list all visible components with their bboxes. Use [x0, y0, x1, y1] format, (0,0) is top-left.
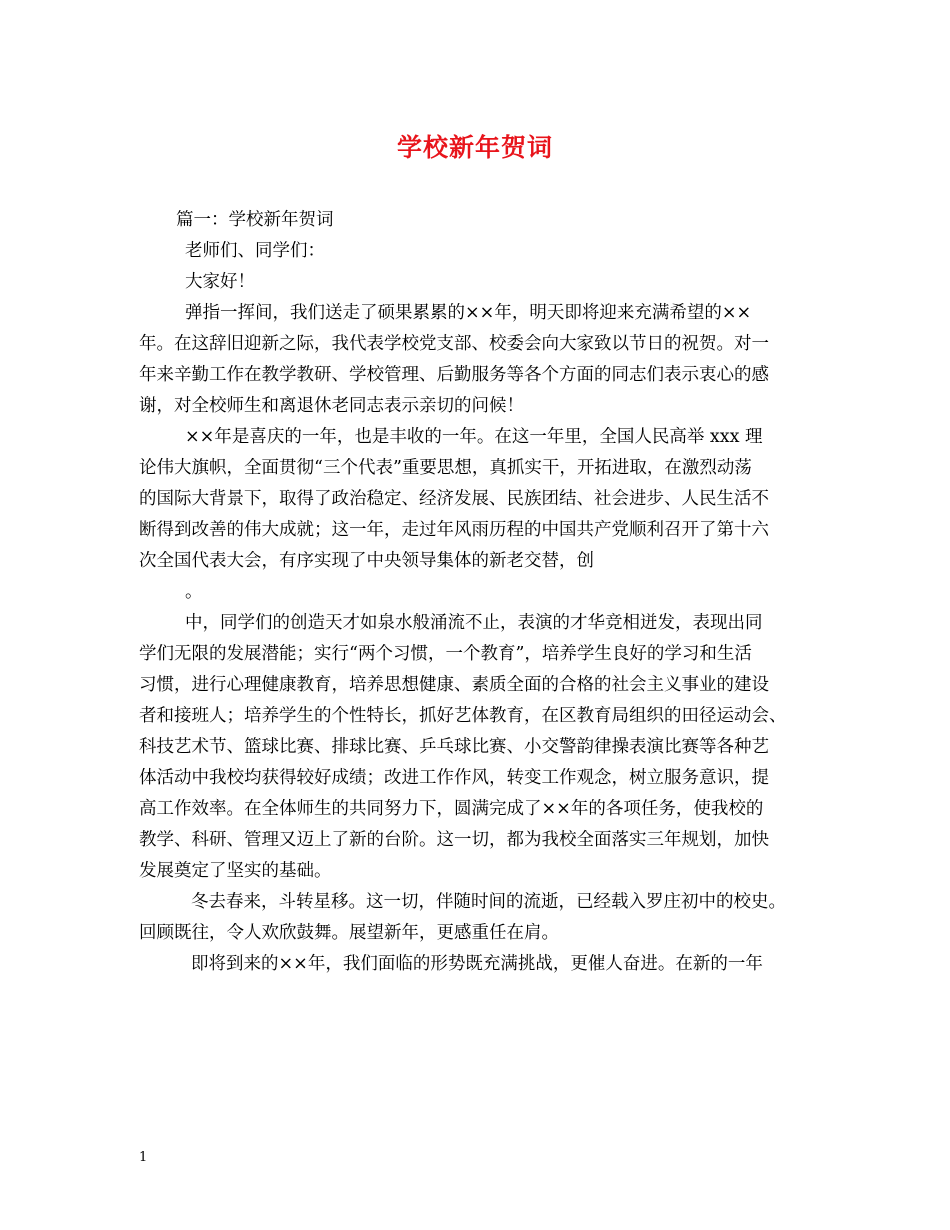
body-line: 弹指一挥间，我们送走了硕果累累的××年，明天即将迎来充满希望的××: [185, 303, 752, 323]
body-line: 篇一：学校新年贺词: [176, 210, 334, 230]
body-line: 论伟大旗帜，全面贯彻“三个代表”重要思想，真抓实干，开拓进取，在激烈动荡: [139, 458, 752, 478]
body-line: 高工作效率。在全体师生的共同努力下，圆满完成了××年的各项任务，使我校的: [139, 799, 764, 819]
body-line: 发展奠定了坚实的基础。: [139, 861, 332, 881]
body-line: 年。在这辞旧迎新之际，我代表学校党支部、校委会向大家致以节日的祝贺。对一: [139, 334, 769, 354]
document-body: [139, 205, 815, 980]
body-line: 体活动中我校均获得较好成绩；改进工作作风，转变工作观念，树立服务意识，提: [139, 768, 769, 788]
page-number: 1: [139, 1150, 148, 1165]
body-line: 即将到来的××年，我们面临的形势既充满挑战，更催人奋进。在新的一年: [191, 954, 763, 974]
body-line: 习惯，进行心理健康教育，培养思想健康、素质全面的合格的社会主义事业的建设: [139, 675, 769, 695]
body-line: 年来辛勤工作在教学教研、学校管理、后勤服务等各个方面的同志们表示衷心的感: [139, 365, 769, 385]
document-title: 学校新年贺词: [396, 133, 553, 162]
body-line: 老师们、同学们：: [185, 241, 325, 261]
body-line: 者和接班人；培养学生的个性特长，抓好艺体教育，在区教育局组织的田径运动会、: [139, 706, 787, 726]
body-line: 教学、科研、管理又迈上了新的台阶。这一切，都为我校全面落实三年规划，加快: [139, 830, 769, 850]
body-line: 冬去春来，斗转星移。这一切，伴随时间的流逝，已经载入罗庄初中的校史。: [191, 892, 786, 912]
body-line: 大家好！: [185, 272, 255, 292]
body-line: 谢，对全校师生和离退休老同志表示亲切的问候！: [139, 396, 524, 416]
body-line: ××年是喜庆的一年，也是丰收的一年。在这一年里，全国人民高举 xxx 理: [185, 427, 763, 447]
body-line: 断得到改善的伟大成就；这一年，走过年风雨历程的中国共产党顺利召开了第十六: [139, 520, 769, 540]
body-line: 科技艺术节、篮球比赛、排球比赛、乒乓球比赛、小交警韵律操表演比赛等各种艺: [139, 737, 769, 757]
body-line: 中，同学们的创造天才如泉水般涌流不止，表演的才华竞相迸发，表现出同: [185, 613, 763, 633]
body-line: 。: [185, 582, 203, 602]
body-line: 学们无限的发展潜能；实行“两个习惯，一个教育”，培养学生良好的学习和生活: [139, 644, 752, 664]
body-line: 的国际大背景下，取得了政治稳定、经济发展、民族团结、社会进步、人民生活不: [139, 489, 769, 509]
body-line: 回顾既往，令人欢欣鼓舞。展望新年，更感重任在肩。: [139, 923, 559, 943]
body-line: 次全国代表大会，有序实现了中央领导集体的新老交替，创: [139, 551, 594, 571]
